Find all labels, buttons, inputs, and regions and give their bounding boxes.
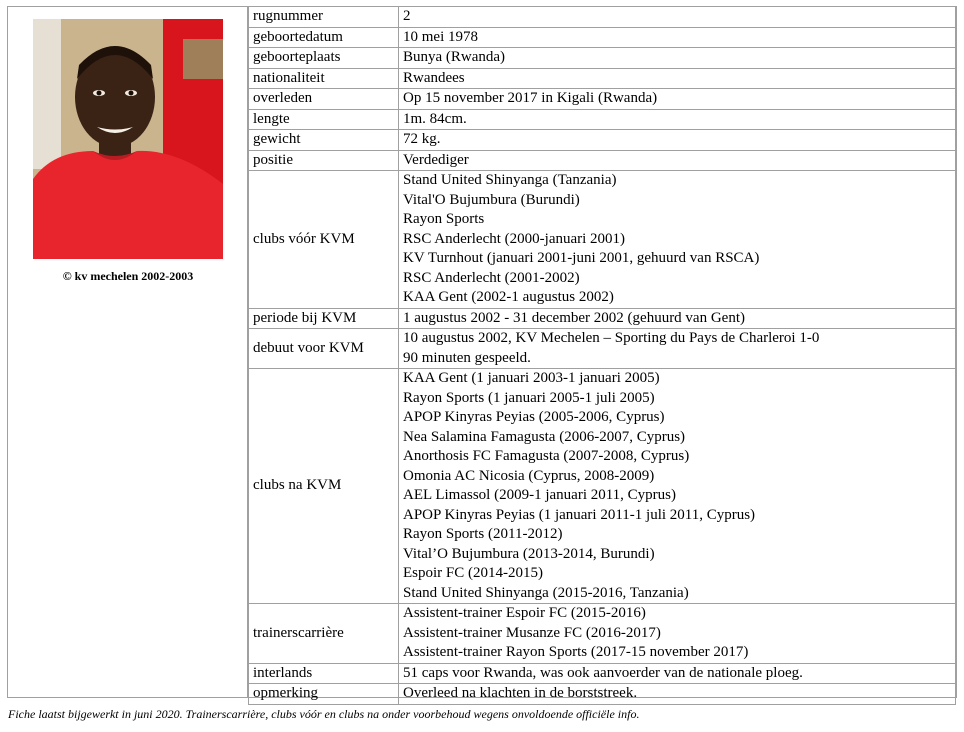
value-line: Op 15 november 2017 in Kigali (Rwanda) <box>403 90 658 106</box>
value-line: 2 <box>403 8 411 24</box>
info-row <box>249 27 956 48</box>
player-photo <box>33 19 223 259</box>
info-row <box>249 68 956 89</box>
value-line: 72 kg. <box>403 131 441 147</box>
row-value <box>399 109 956 130</box>
row-label: positie <box>249 150 399 171</box>
value-line: Vital’O Bujumbura (2013-2014, Burundi) <box>403 545 655 562</box>
info-row <box>249 89 956 110</box>
row-label: opmerking <box>249 684 399 705</box>
value-line: 10 mei 1978 <box>403 28 478 45</box>
row-label: overleden <box>249 89 399 110</box>
value-line: Assistent-trainer Musanze FC (2016-2017) <box>403 624 661 641</box>
info-row <box>249 150 956 171</box>
info-row <box>249 130 956 151</box>
value-line: Nea Salamina Famagusta (2006-2007, Cyprus) <box>403 428 686 445</box>
row-label: interlands <box>249 663 399 684</box>
value-line: Verdediger <box>403 151 469 168</box>
value-line: Omonia AC Nicosia (Cyprus, 2008-2009) <box>403 467 655 484</box>
footnote: Fiche laatst bijgewerkt in juni 2020. Trainerscarrière, clubs vóór en clubs na onder voorbehoud wegens onvoldoende officiële info. <box>8 707 640 721</box>
info-row <box>249 369 956 604</box>
value-line: Anorthosis FC Famagusta (2007-2008, Cyprus) <box>403 448 690 464</box>
info-table <box>248 7 956 705</box>
row-value <box>399 684 956 705</box>
row-value <box>399 171 956 309</box>
info-row <box>249 308 956 329</box>
value-line: KAA Gent (1 januari 2003-1 januari 2005) <box>403 370 660 386</box>
row-label: debuut voor KVM <box>249 329 399 369</box>
row-value <box>399 663 956 684</box>
row-value <box>399 604 956 664</box>
row-value <box>399 130 956 151</box>
row-label: trainerscarrière <box>249 604 399 664</box>
row-value <box>399 369 956 604</box>
row-label: rugnummer <box>249 7 399 27</box>
row-value <box>399 27 956 48</box>
value-line: Stand United Shinyanga (Tanzania) <box>403 172 617 188</box>
player-photo-image <box>33 19 223 259</box>
info-row <box>249 329 956 369</box>
row-value <box>399 150 956 171</box>
value-line: Rwandees <box>403 69 465 86</box>
row-value <box>399 68 956 89</box>
row-value <box>399 7 956 27</box>
row-value <box>399 89 956 110</box>
value-line: Vital'O Bujumbura (Burundi) <box>403 191 580 208</box>
row-label: geboortedatum <box>249 27 399 48</box>
row-label: nationaliteit <box>249 68 399 89</box>
value-line: Stand United Shinyanga (2015-2016, Tanzania) <box>403 584 689 601</box>
value-line: 1 augustus 2002 - 31 december 2002 (gehuurd van Gent) <box>403 309 745 326</box>
value-line: 1m. 84cm. <box>403 110 467 127</box>
value-line: Rayon Sports <box>403 211 485 227</box>
value-line: 51 caps voor Rwanda, was ook aanvoerder van de nationale ploeg. <box>403 664 803 681</box>
value-line: RSC Anderlecht (2001-2002) <box>403 269 580 286</box>
value-line: RSC Anderlecht (2000-januari 2001) <box>403 230 626 247</box>
info-row <box>249 663 956 684</box>
row-label: gewicht <box>249 130 399 151</box>
row-label: clubs vóór KVM <box>249 171 399 309</box>
info-row <box>249 7 956 27</box>
row-value <box>399 48 956 69</box>
photo-caption: © kv mechelen 2002-2003 <box>62 269 194 283</box>
value-line: APOP Kinyras Peyias (1 januari 2011-1 juli 2011, Cyprus) <box>403 506 756 523</box>
photo-cell <box>8 7 248 697</box>
value-line: Espoir FC (2014-2015) <box>403 565 543 581</box>
value-line: KV Turnhout (januari 2001-juni 2001, gehuurd van RSCA) <box>403 250 760 266</box>
value-line: AEL Limassol (2009-1 januari 2011, Cyprus) <box>403 487 677 503</box>
info-row <box>249 684 956 705</box>
row-label: clubs na KVM <box>249 369 399 604</box>
info-row <box>249 171 956 309</box>
value-line: 10 augustus 2002, KV Mechelen – Sporting du Pays de Charleroi 1-0 <box>403 330 820 346</box>
value-line: Assistent-trainer Rayon Sports (2017-15 november 2017) <box>403 644 749 660</box>
row-label: geboorteplaats <box>249 48 399 69</box>
player-profile-table <box>7 6 957 701</box>
row-label: lengte <box>249 109 399 130</box>
info-row <box>249 109 956 130</box>
value-line: 90 minuten gespeeld. <box>403 349 531 366</box>
info-row <box>249 604 956 664</box>
value-line: Rayon Sports (2011-2012) <box>403 526 563 542</box>
row-value <box>399 308 956 329</box>
info-row <box>249 48 956 69</box>
value-line: Assistent-trainer Espoir FC (2015-2016) <box>403 605 646 621</box>
value-line: Bunya (Rwanda) <box>403 49 506 65</box>
value-line: Overleed na klachten in de borststreek. <box>403 685 638 701</box>
value-line: KAA Gent (2002-1 augustus 2002) <box>403 289 614 305</box>
value-line: APOP Kinyras Peyias (2005-2006, Cyprus) <box>403 409 665 425</box>
row-label: periode bij KVM <box>249 308 399 329</box>
value-line: Rayon Sports (1 januari 2005-1 juli 2005) <box>403 389 655 406</box>
info-table-body <box>249 7 956 704</box>
row-value <box>399 329 956 369</box>
